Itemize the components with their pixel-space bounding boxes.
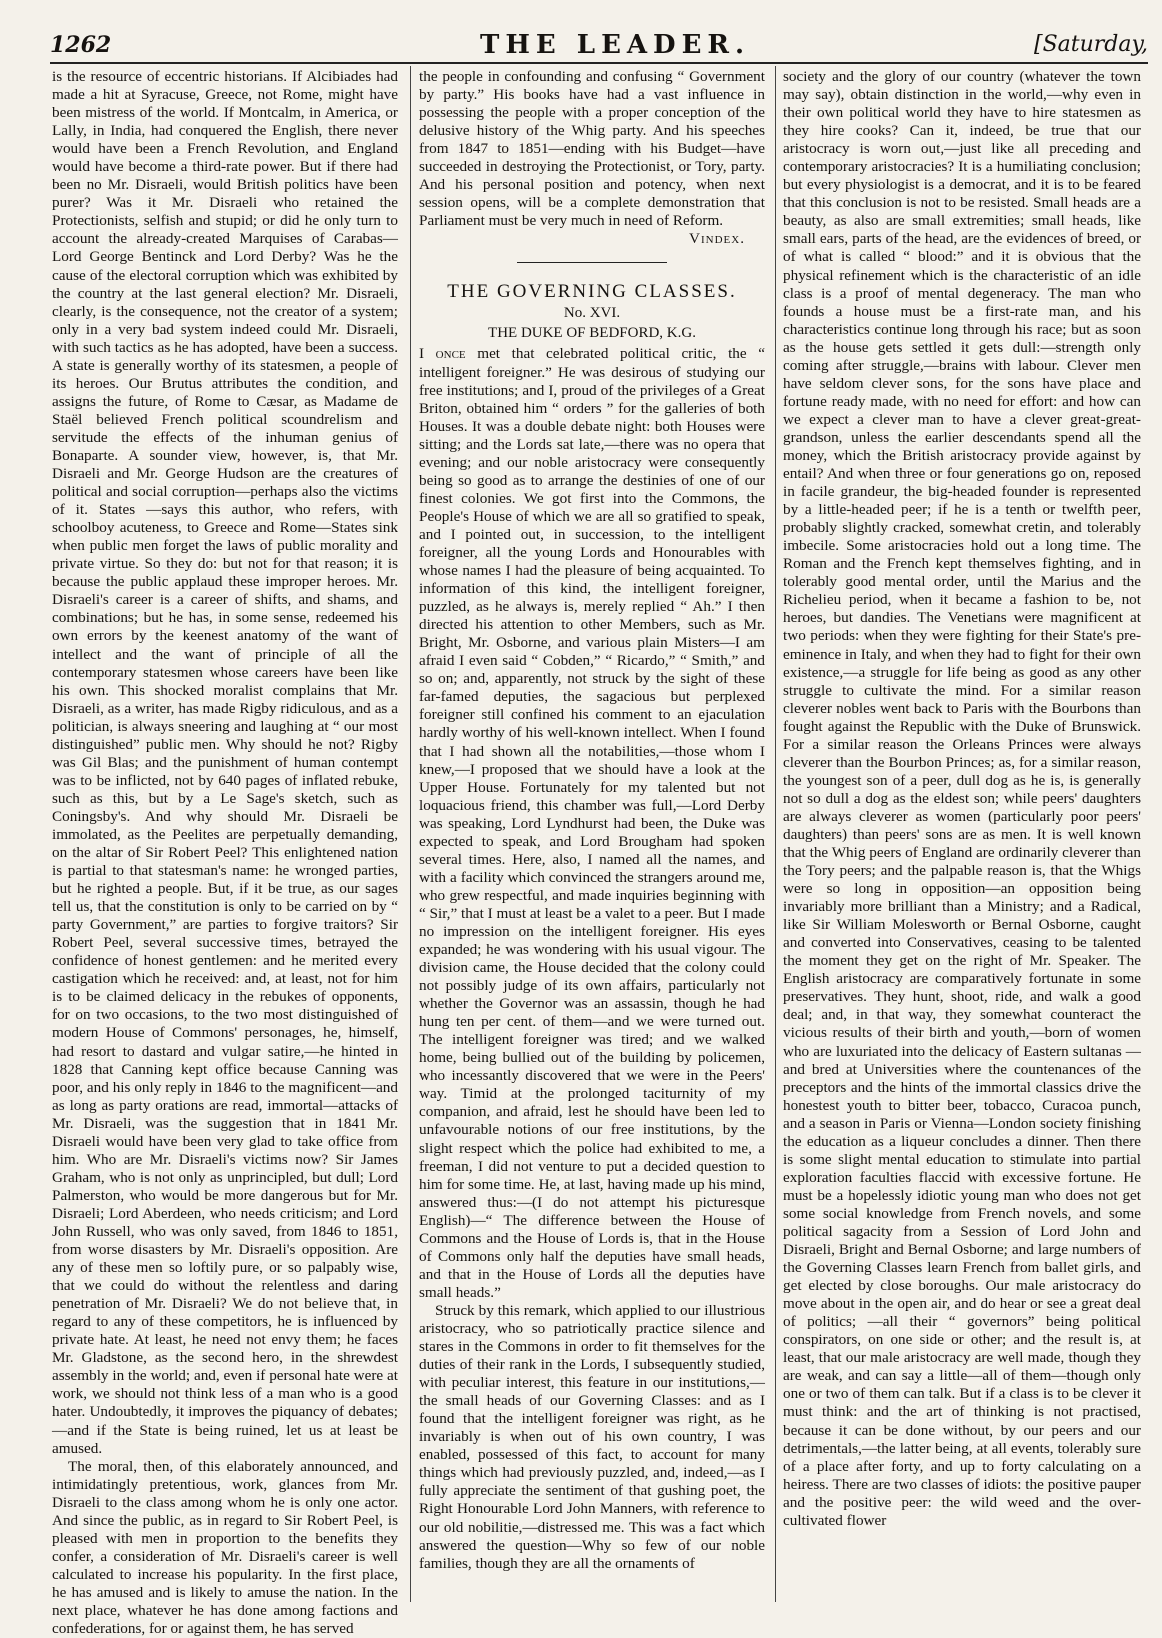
issue-day: [Saturday, xyxy=(1034,32,1148,57)
article-paragraph: Struck by this remark, which applied to our illustrious aristocracy, who so patriotically practice silence and stares in the Commons in order to fit themselves for the duties of their rank in the Lords, I subsequently studied, with peculiar interest, this feature in our institutions,—the small heads of our Governing Classes: and as I found that the intelligent foreigner was right, as he invariably is when out of his own country, I was enabled, possessed of this fact, to account for many things which had previously puzzled, and, indeed,—as I fully appreciate the sentiment of that gushing poet, the Right Honourable Lord John Manners, with reference to our old nobilitie,—distressed me. This was a fact which answered the question—Why so few of our noble families, though they are all the ornaments of xyxy=(419,1301,765,1572)
opening-words: I once xyxy=(419,345,466,363)
section-number: No. XVI. xyxy=(563,305,621,322)
article-paragraph xyxy=(419,345,765,1301)
column-divider-2 xyxy=(775,66,776,1602)
section-divider xyxy=(517,262,667,263)
column-3 xyxy=(783,68,1141,1598)
section-title: THE GOVERNING CLASSES. xyxy=(447,281,737,303)
paragraph-text: met that celebrated political critic, the “ intelligent foreigner.” He was desirous of studying our free institutions; and I, proud of the privileges of a Great Briton, obtained him “ orders ” for the galleries of both Houses. It was a double debate night: both Houses were sitting; and the Lords sat late,—there was no opera that evening; and our noble aristocracy were consequently being so good as to arrange the destinies of one of our finest colonies. We got first into the Commons, the People's House of which we are all so gratified to speak, and I pointed out, in succession, to the intelligent foreigner, all the young Lords and Honourables with whose names I had the pleasure of being acquainted. To information of this kind, the intelligent foreigner, puzzled, as he always is, merely replied “ Ah.” I then directed his attention to other Members, such as Mr. Bright, Mr. Osborne, and various plain Misters—I am afraid I even said “ Cobden,” “ Ricardo,” “ Smith,” and so on; and, apparently, not struck by the sight of these far-famed deputies, the sagacious but perplexed foreigner still confined his comment to an ejaculation hardly worthy of his well-known intellect. When I found that I had shown all the notabilities,—those whom I knew,—I proposed that we should have a look at the Upper House. Fortunately for my talented but not loquacious friend, this chamber was full,—Lord Derby was speaking, Lord Lyndhurst had been, the Duke was expected to speak, and Lord Brougham had spoken several times. Here, also, I named all the names, and with a facility which convinced the strangers around me, who grew respectful, and made inquiries beginning with “ Sir,” that I must at least be a valet to a peer. But I made no impression on the intelligent foreigner. His eyes expanded; he was wondering with his usual vigour. The division came, the House decided that the colony could not possibly judge of its own affairs, particularly not whether the Governor was an assassin, though he had hung ten per cent. of them—and we were turned out. The intelligent foreigner was tired; and we walked home, being bullied out of the building by policemen, who incessantly discovered that we were in the Peers' way. Timid at the prolonged taciturnity of my companion, and afraid, lest he should have been led to unfavourable notions of our free institutions, by the slight respect which the police had exhibited to me, a freeman, I did not venture to put a decided question to him for some time. He, at last, having made up his mind, answered thus:—(I do not attempt his picturesque English)—“ The difference between the House of Commons and the House of Lords is, that in the House of Commons only half the deputies have small heads, and that in the House of Lords all the deputies have small heads.” xyxy=(419,345,765,1301)
column-2 xyxy=(419,68,765,1598)
masthead xyxy=(50,30,1148,60)
article-signoff: Vindex. xyxy=(689,230,745,248)
article-paragraph: is the resource of eccentric historians. If Alcibiades had made a hit at Syracuse, Greece, not Rome, might have been mistress of the world. If Montcalm, in America, or Lally, in India, had conquered the English, there never would have been a French Revolution, and England would have become a third-rate power. But if there had been no Mr. Disraeli, would British politics have been purer? Was it Mr. Disraeli who retained the Protectionists, selfish and stupid; or did he only turn to account the already-created Marquises of Carabas—Lord George Bentinck and Lord Derby? Was he the cause of the electoral corruption which was exhibited by the country at the last general election? Mr. Disraeli, clearly, is the consequence, not the creator of a system; only in a very bad system indeed could Mr. Disraeli, with such tactics as he has adopted, have been a success. A state is generally worthy of its statesmen, a people of its heroes. Our Brutus attributes the condition, and assigns the future, of Rome to Cæsar, as Madame de Staël believed French political scoundrelism and servitude the effects of the inhuman genius of Bonaparte. A sounder view, however, is, that Mr. Disraeli and Mr. George Hudson are the creatures of political and social corruption—perhaps also the victims of it. States —says this author, who refers, with schoolboy acuteness, to Greece and Rome—States sink when public men forget the laws of public morality and private virtue. So they do: but not for that reason; it is because the public applaud these improper heroes. Mr. Disraeli's career is a career of shifts, and shams, and combinations; but he has, in some sense, redeemed his own errors by the keenest anatomy of the want of intellect and the want of principle of all the contemporary statesmen whose careers have been like his own. This shocked moralist complains that Mr. Disraeli, as a writer, has made Rigby ridiculous, and as a politician, is always sneering and laughing at “ our most distinguished” public men. Why should he not? Rigby was Gil Blas; and the punishment of human contempt was to be inflicted, not by 640 pages of inflated rebuke, such as this, but by a Le Sage's sketch, such as Coningsby's. And why should Mr. Disraeli be immolated, as the Peelites are perpetually demanding, on the altar of Sir Robert Peel? This enlightened nation is partial to that statesman's name: he wronged parties, but he righted a people. But, if it be true, as our sages tell us, that the constitution is only to be carried on by “ party Government,” are parties to forgive traitors? Sir Robert Peel, several successive times, betrayed the confidence of honest gentlemen: and he merited every castigation which he received: and, at least, not for him is to be claimed delicacy in the rebukes of opponents, for on two occasions, to the two most distinguished of modern House of Commons' personages, he, himself, had resort to dastard and vulgar satire,—he hinted in 1828 that Canning kept office because Canning was poor, and his only reply in 1846 to the magnificent—and as long as party orations are read, immortal—attacks of Mr. Disraeli, was the suggestion that in 1841 Mr. Disraeli would have been very glad to take office from him. Who are Mr. Disraeli's victims now? Sir James Graham, who is not only as unprincipled, but dull; Lord Palmerston, who would be more dangerous but for Mr. Disraeli; Lord Aberdeen, who needs criticism; and Lord John Russell, who was only saved, from 1846 to 1851, from worse disasters by Mr. Disraeli's opposition. Are any of these men so loftily pure, or so palpably wise, that we could do without the relentless and daring penetration of Mr. Disraeli? We do not believe that, in regard to any of these competitors, he is influenced by private hate. At least, he need not envy them; he faces Mr. Gladstone, as the second hero, in the shrewdest assembly in the world; and, even if personal hate were at work, we should not think less of a man who is a good hater. Undoubtedly, it improves the piquancy of debates;—and if the State is being ruined, let us at least be amused. xyxy=(52,68,398,1457)
section-subtitle: THE DUKE OF BEDFORD, K.G. xyxy=(488,325,696,342)
article-paragraph: The moral, then, of this elaborately announced, and intimidatingly pretentious, work, glances from Mr. Disraeli to the class among whom he is only one actor. And since the public, as in regard to Sir Robert Peel, is pleased with men in proportion to the benefits they confer, a consideration of Mr. Disraeli's career is well calculated to increase his popularity. In the first place, he has amused and is likely to amuse the nation. In the next place, whatever he has done among factions and confederations, for or against them, he has served xyxy=(52,1457,398,1638)
page-number: 1262 xyxy=(50,32,112,58)
article-paragraph: society and the glory of our country (whatever the town may say), obtain distinction in the world,—why even in their own political world they have to hire statesmen as they hire cooks? Can it, indeed, be true that our aristocracy is worn out,—just like all preceding and contemporary aristocracies? It is a humiliating conclusion; but every physiologist is a democrat, and it is to be feared that this conclusion is not to be resisted. Small heads are a beauty, as also are small extremities; small heads, like small ears, parts of the head, are the evidences of breed, or of what is called “ blood:” and it is obvious that the physical refinement which is the characteristic of an idle class is a proof of mental degeneracy. The man who founds a house must be a first-rate man, and his characteristics continue long through his race; but as soon as the house gets settled it gets dull:—strength only coming after struggle,—brains with labour. Clever men have seldom clever sons, for the sons have place and fortune ready made, with no need for effort: and how can we expect a clever man to have a clever great-great-grandson, unless the earlier descendants spend all the money, which the British aristocracy provide against by entail? And when three or four generations go on, reposed in facile grandeur, the big-headed founder is represented by a little-headed peer; if he is a tenth or twelfth peer, probably slightly cracked, somewhat cretin, and tolerably imbecile. Some aristocracies hold out a long time. The Roman and the French kept themselves fighting, and in tolerably good mental order, until the Marius and the Richelieu period, when it became a fashion to be, not heroes, but dandies. The Venetians were magnificent at two periods: when they were fighting for their State's pre-eminence in Italy, and when they had to fight for their own existence,—a struggle for life being as good as any other struggle to cultivate the mind. For a similar reason cleverer nobles went back to Paris with the Bourbons than fought against the Republic with the Duke of Brunswick. For a similar reason the Orleans Princes were always cleverer than the Bourbon Princes; as, for a similar reason, the youngest son of a peer, dull dog as he is, is generally not so dull a dog as the eldest son; while peers' daughters are always cleverer as women (particularly poor peers' daughters) than peers' sons are as men. It is well known that the Whig peers of England are ordinarily cleverer than the Tory peers; and the palpable reason is, that the Whigs were so long in opposition—an opposition being invariably more brilliant than a Ministry; and a Radical, like Sir William Molesworth or Bernal Osborne, caught and converted into Conservatives, ceasing to be talented the moment they get on the right of Mr. Speaker. The English aristocracy are comparatively fortunate in some preservatives. They hunt, shoot, ride, and walk a good deal; and, in that way, they somewhat counteract the vicious results of their birth and youth,—born of women who are luxuriated into the delicacy of Eastern sultanas —and bred at Universities where the countenances of the preceptors and the hints of the immortal classics drive the honestest youth to bitter beer, tobacco, Curacoa punch, and a season in Paris or Vienna—London society finishing the education as a liqueur concludes a dinner. Then there is some slight mental education to stimulate into partial exploration faculties flaccid with excessive fortune. He must be a hopelessly idiotic young man who does not get some social knowledge from French novels, and some political sagacity from a Session of Lord John and Disraeli, Bright and Bernal Osborne; and large numbers of the Governing Classes learn French from ballet girls, and get elected by close boroughs. Our male aristocracy do move about in the open air, and do hear or see a great deal of politics; —all their “ governors” being political conspirators, on one side or other; and the result is, at least, that our male aristocracy are well made, though they are weak, and can say a little—all of them—though only one or two of them can talk. But if a class is to be clever it must think: and the art of thinking is not practised, because it can be done without, by our peers and our detrimentals,—the latter being, at all events, tolerably sure of a place after forty, and up to forty calculating on a heiress. There are two classes of idiots: the positive pauper and the positive peer: the wild weed and the over-cultivated flower xyxy=(783,68,1141,1529)
column-1 xyxy=(52,68,398,1638)
article-paragraph: the people in confounding and confusing “ Government by party.” His books have had a vast influence in possessing the people with a proper conception of the delusive history of the Whig party. And his speeches from 1847 to 1851—ending with his Budget—have succeeded in destroying the Protectionist, or Tory, party. And his personal position and potency, when next session opens, will be a complete demonstration that Parliament must be very much in need of Reform. xyxy=(419,68,765,230)
newspaper-title: THE LEADER. xyxy=(480,30,751,60)
masthead-rule xyxy=(50,62,1148,64)
column-divider-1 xyxy=(410,66,411,1602)
